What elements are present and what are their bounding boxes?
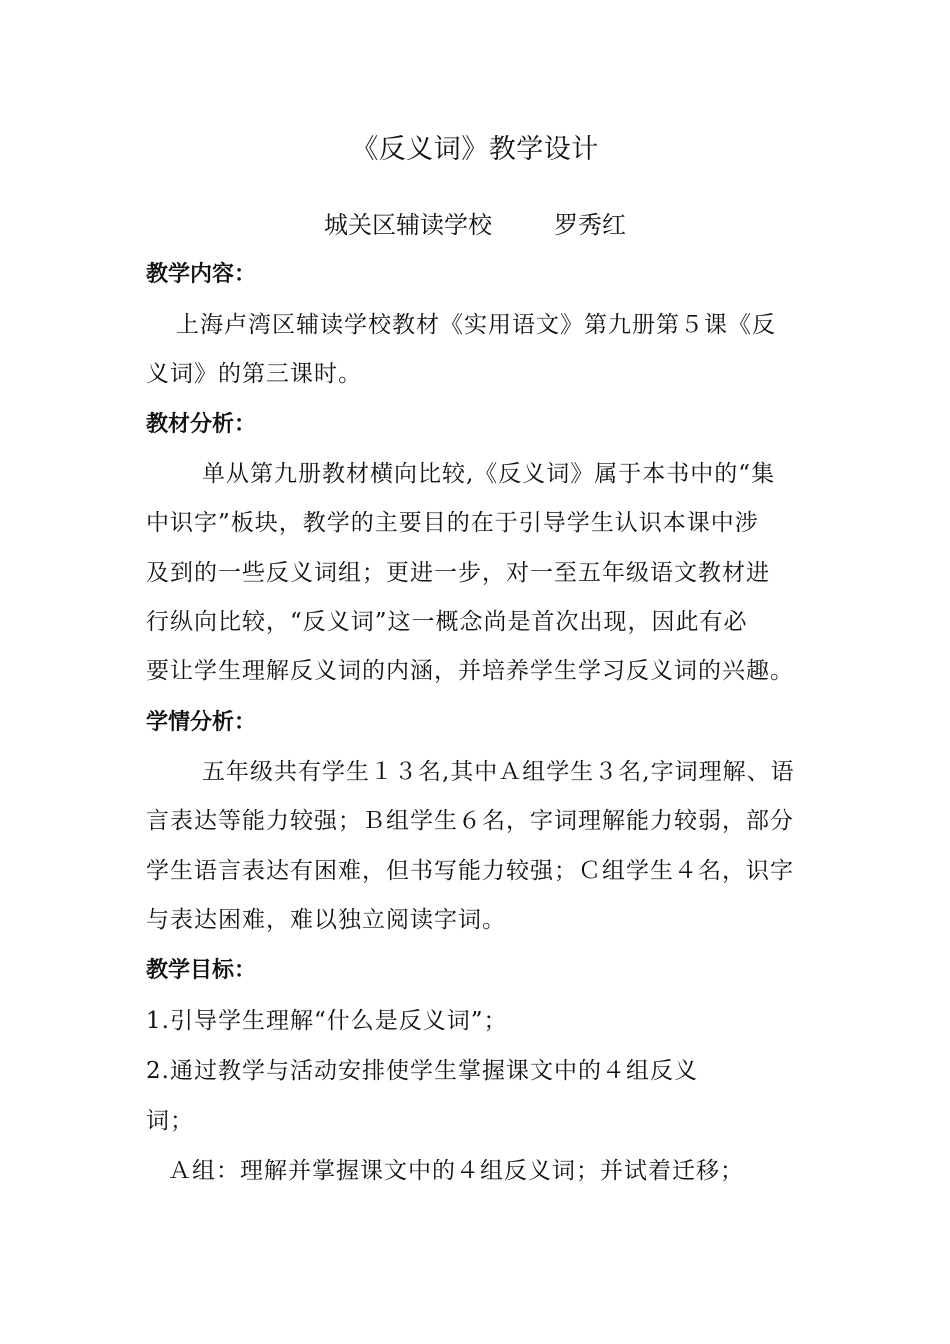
analysis-line-5: 要让学生理解反义词的内涵，并培养学生学习反义词的兴趣。 (146, 658, 794, 684)
students-line-2: 言表达等能力较强；Ｂ组学生６名，字词理解能力较弱，部分 (146, 808, 794, 834)
analysis-line-1: 单从第九册教材横向比较,《反义词》属于本书中的“集 (202, 461, 776, 487)
goal-group-a: Ａ组：理解并掌握课文中的４组反义词；并试着迁移； (168, 1158, 744, 1184)
content-line-1: 上海卢湾区辅读学校教材《实用语文》第九册第５课《反 (176, 312, 776, 338)
school-name: 城关区辅读学校 (324, 211, 492, 239)
goal-item-2: 2.通过教学与活动安排使学生掌握课文中的４组反义 (146, 1058, 698, 1084)
students-line-3: 学生语言表达有困难，但书写能力较强；Ｃ组学生４名，识字 (146, 858, 794, 884)
analysis-line-4: 行纵向比较，“反义词”这一概念尚是首次出现，因此有必 (146, 609, 748, 635)
section-heading-content: 教学内容： (146, 262, 257, 287)
analysis-line-3: 及到的一些反义词组；更进一步，对一至五年级语文教材进 (146, 560, 770, 586)
analysis-line-2: 中识字”板块，教学的主要目的在于引导学生认识本课中涉 (146, 510, 759, 536)
goal-item-2-continued: 词； (146, 1108, 194, 1134)
students-line-1: 五年级共有学生１３名,其中Ａ组学生３名,字词理解、语 (202, 759, 795, 785)
author-name: 罗秀红 (554, 211, 626, 239)
section-heading-goals: 教学目标： (146, 958, 257, 983)
section-heading-students: 学情分析： (146, 710, 257, 735)
document-title: 《反义词》教学设计 (351, 134, 599, 165)
section-heading-analysis: 教材分析： (146, 412, 257, 437)
content-line-2: 义词》的第三课时。 (146, 361, 362, 387)
goal-item-1: 1.引导学生理解“什么是反义词”； (146, 1008, 508, 1034)
students-line-4: 与表达困难，难以独立阅读字词。 (146, 907, 506, 933)
byline (0, 205, 950, 245)
